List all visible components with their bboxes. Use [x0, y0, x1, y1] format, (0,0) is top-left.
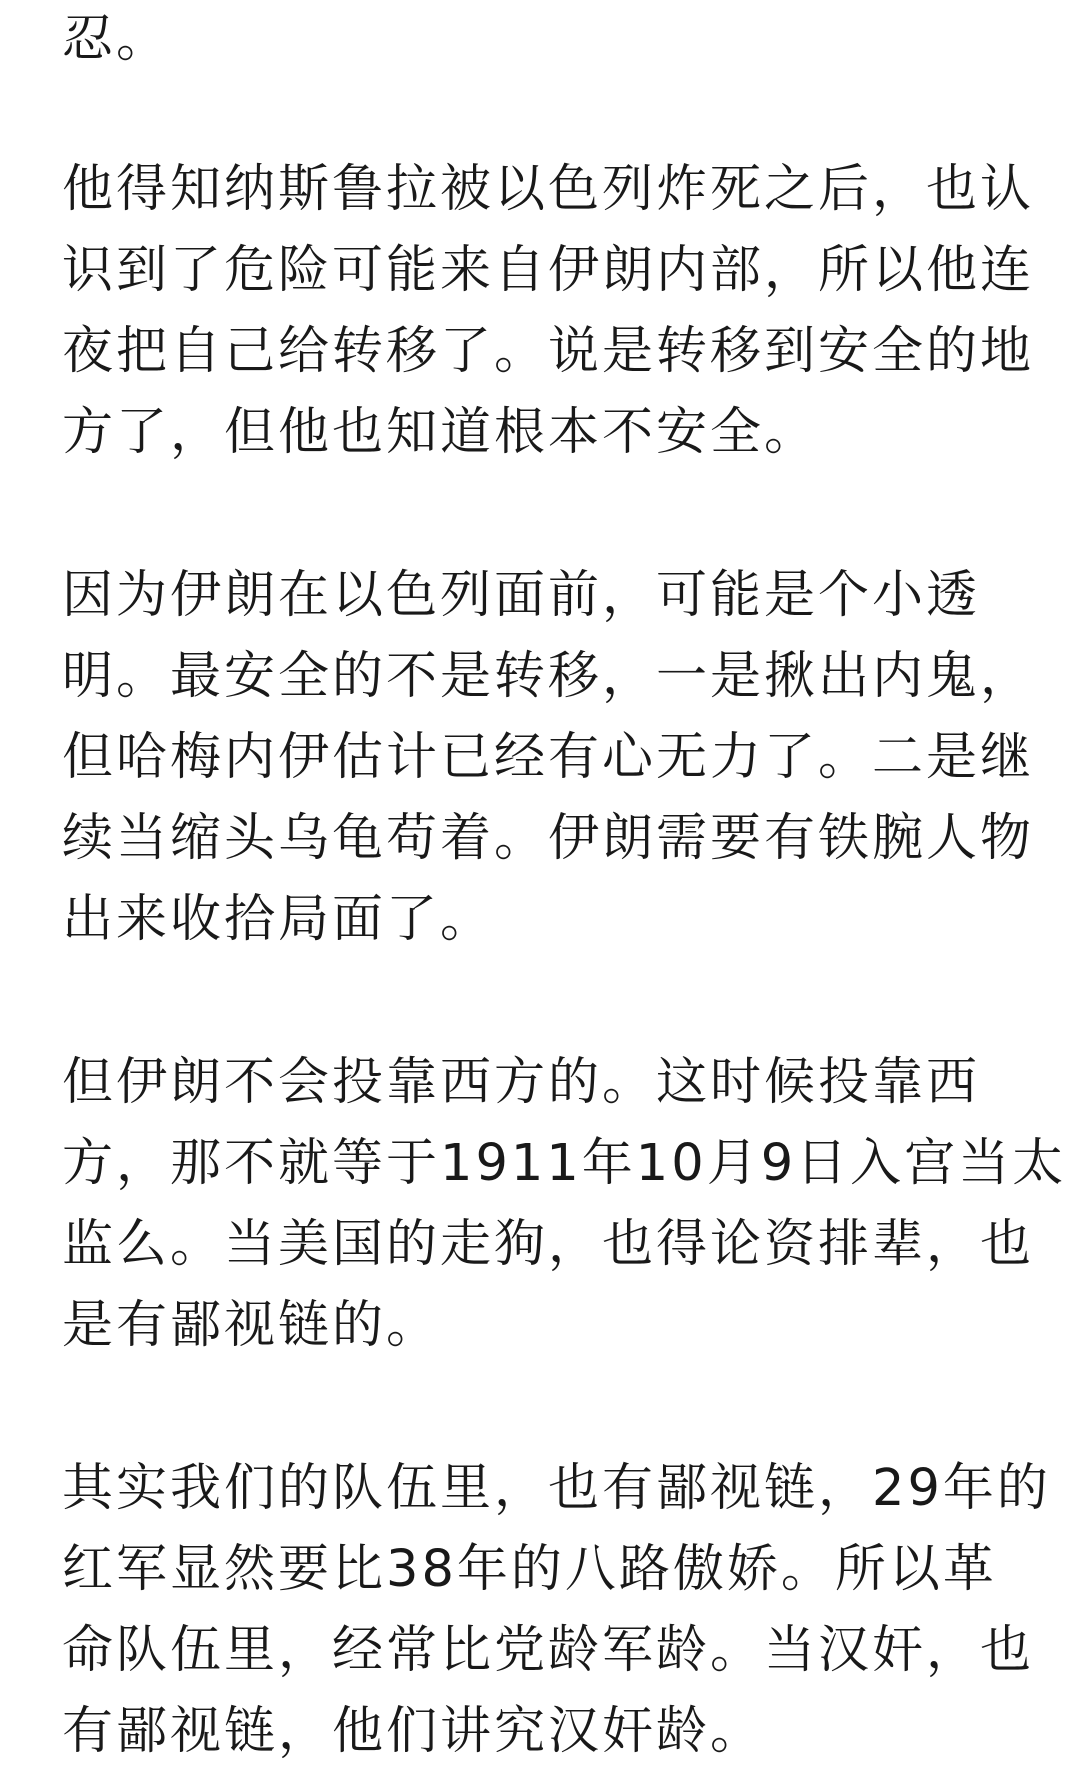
- text-line: 忍。: [62, 10, 171, 69]
- article-paragraph: [62, 1448, 1051, 1772]
- text-line: 其实我们的队伍里，也有鄙视链，29年的: [62, 1459, 1051, 1518]
- text-line: 命队伍里，经常比党龄军龄。当汉奸，也: [62, 1621, 1035, 1680]
- text-line: 明。最安全的不是转移，一是揪出内鬼，: [62, 647, 1035, 706]
- text-line: 是有鄙视链的。: [62, 1296, 441, 1355]
- text-line: 因为伊朗在以色列面前，可能是个小透: [62, 566, 981, 625]
- text-line: 但哈梅内伊估计已经有心无力了。二是继: [62, 728, 1035, 787]
- text-line: 红军显然要比38年的八路傲娇。所以革: [62, 1540, 997, 1599]
- article-paragraph: [62, 149, 1034, 473]
- text-line: 续当缩头乌龟苟着。伊朗需要有铁腕人物: [62, 809, 1035, 868]
- text-line: 夜把自己给转移了。说是转移到安全的地: [62, 322, 1035, 381]
- text-line: 识到了危险可能来自伊朗内部，所以他连: [62, 241, 1035, 300]
- article-paragraph: [62, 0, 170, 80]
- text-line: 有鄙视链，他们讲究汉奸龄。: [62, 1702, 765, 1761]
- text-line: 方了，但他也知道根本不安全。: [62, 403, 819, 462]
- article-paragraph: [62, 555, 1034, 960]
- text-line: 他得知纳斯鲁拉被以色列炸死之后，也认: [62, 160, 1035, 219]
- text-line: 出来收拾局面了。: [62, 890, 495, 949]
- text-line: 但伊朗不会投靠西方的。这时候投靠西: [62, 1053, 981, 1112]
- text-line: 监么。当美国的走狗，也得论资排辈，也: [62, 1215, 1035, 1274]
- text-line: 方，那不就等于1911年10月9日入宫当太: [62, 1134, 1067, 1193]
- article-paragraph: [62, 1042, 1066, 1366]
